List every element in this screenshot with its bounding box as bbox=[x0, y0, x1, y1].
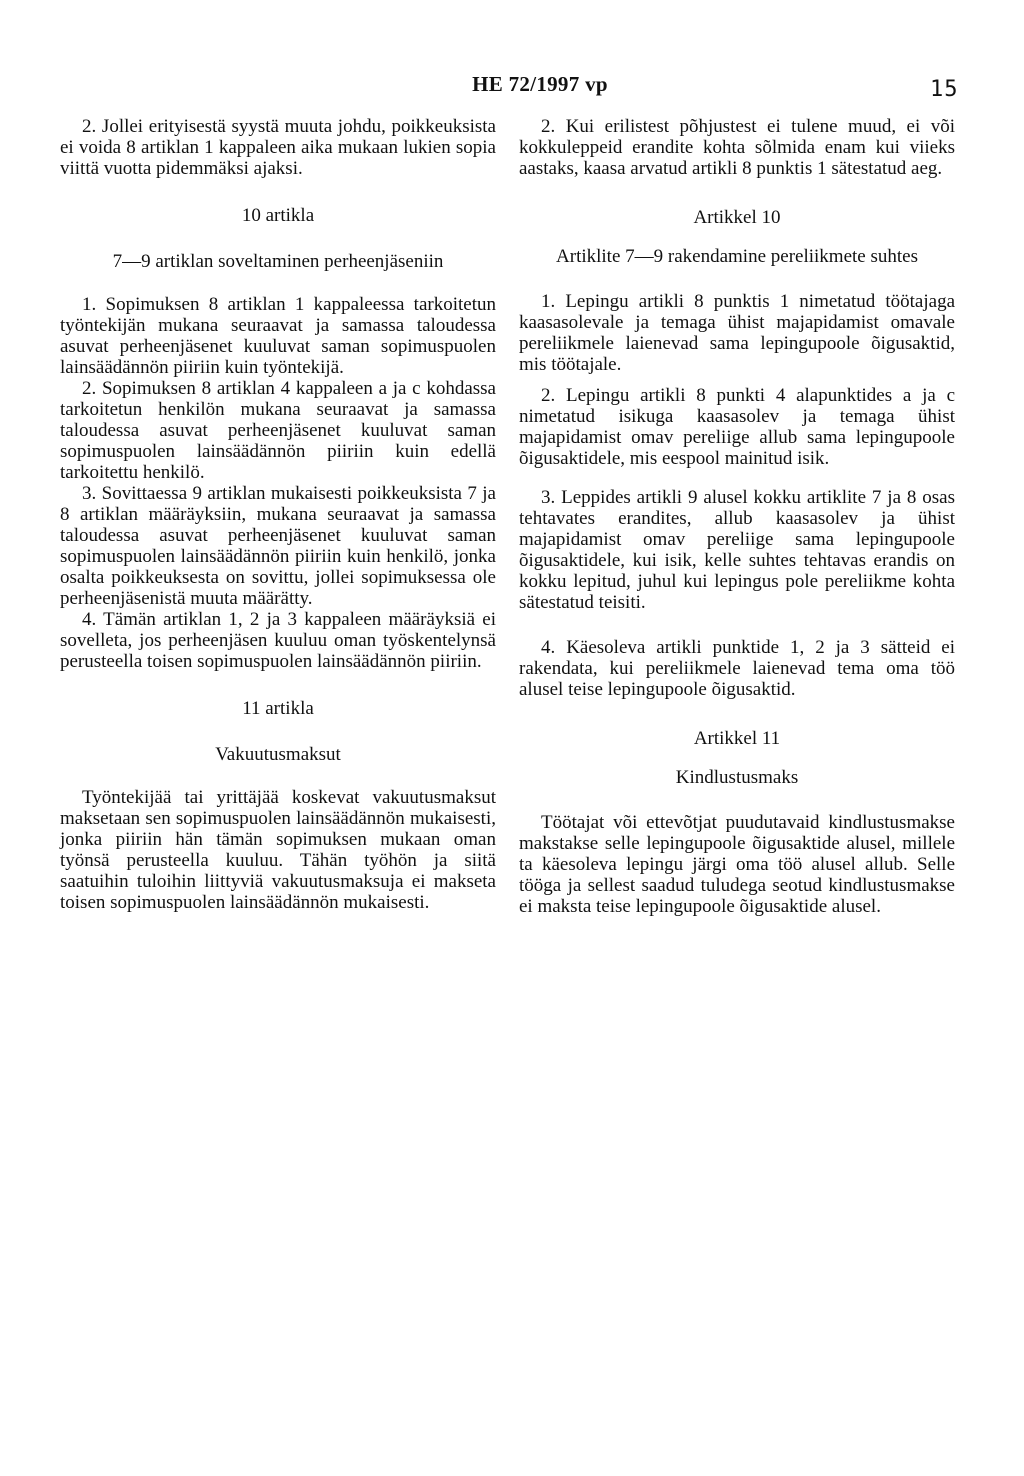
article-11-paragraph: Töötajat või ettevõtjat puudutavaid kindlustusmakse makstakse selle lepingupoole õigusaktide alusel, millele ta käesoleva lepingu järgi oma töö alusel allub. Selle tööga ja sellest saadud tuludega seotud kindlustusmakse ei maksta teise lepingupoole õigusaktide alusel. bbox=[519, 812, 955, 917]
article-11-number: 11 artikla bbox=[242, 698, 314, 719]
intro-paragraph: 2. Jollei erityisestä syystä muuta johdu, poikkeuksista ei voida 8 artiklan 1 kappaleen aika mukaan lukien sopia viittä vuotta pidemmäksi ajaksi. bbox=[60, 116, 496, 179]
article-10-title: Artiklite 7—9 rakendamine pereliikmete suhtes bbox=[556, 246, 918, 267]
article-10-paragraph-2: 2. Lepingu artikli 8 punkti 4 alapunktides a ja c nimetatud isikuga kaasasolev ja temaga ühist majapidamist omav pereliige allub sama lepingupoole õigusaktidele, mis eespool mainitud isik. bbox=[519, 385, 955, 469]
article-10-number: Artikkel 10 bbox=[693, 207, 781, 228]
page-number: 15 bbox=[930, 77, 959, 102]
article-10-paragraph-3: 3. Leppides artikli 9 alusel kokku artiklite 7 ja 8 osas tehtavates erandites, allub kaasasolev ja ühist majapidamist omav pereliige sama lepingupoole õigusaktidele, kui isik, kelle suhtes tehtavas erandis on kokku lepitud, juhul kui lepingus pole pereliikme kohta sätestatud teisiti. bbox=[519, 487, 955, 613]
finnish-column bbox=[60, 116, 496, 913]
article-10-paragraph-3: 3. Sovittaessa 9 artiklan mukaisesti poikkeuksista 7 ja 8 artiklan määräyksiin, mukana seuraavat ja samassa taloudessa asuvat perheenjäsenet kuuluvat saman sopimuspuolen lainsäädännön piiriin kuin henkilö, jonka osalta poikkeuksesta on sovittu, jollei sopimuksessa ole perheenjäsenistä muuta määrätty. bbox=[60, 483, 496, 609]
intro-paragraph: 2. Kui erilistest põhjustest ei tulene muud, ei või kokkuleppeid erandite kohta sõlmida enam kui viieks aastaks, kaasa arvatud artikli 8 punktis 1 sätestatud aeg. bbox=[519, 116, 955, 179]
article-10-paragraph-1: 1. Lepingu artikli 8 punktis 1 nimetatud töötajaga kaasasolevale ja temaga ühist majapidamist omavale pereliikmele laienevad sama lepingupoole õigusaktid, mis töötajale. bbox=[519, 291, 955, 375]
article-10-title: 7—9 artiklan soveltaminen perheenjäseniin bbox=[112, 251, 444, 272]
document-id: HE 72/1997 vp bbox=[472, 72, 608, 96]
article-10-paragraph-1: 1. Sopimuksen 8 artiklan 1 kappaleessa tarkoitetun työntekijän mukana seuraavat ja samassa taloudessa asuvat perheenjäsenet kuuluvat saman sopimuspuolen lainsäädännön piiriin kuin työntekijä. bbox=[60, 294, 496, 378]
article-11-title: Kindlustusmaks bbox=[675, 767, 799, 788]
article-10-number: 10 artikla bbox=[241, 205, 315, 226]
article-10-paragraph-2: 2. Sopimuksen 8 artiklan 4 kappaleen a ja c kohdassa tarkoitetun henkilön mukana seuraavat ja samassa taloudessa asuvat perheenjäsenet kuuluvat saman sopimuspuolen lainsäädännön piiriin kuin edellä tarkoitettu henkilö. bbox=[60, 378, 496, 483]
article-10-paragraph-4: 4. Tämän artiklan 1, 2 ja 3 kappaleen määräyksiä ei sovelleta, jos perheenjäsen kuuluu oman työskentelynsä perusteella toisen sopimuspuolen lainsäädännön piiriin. bbox=[60, 609, 496, 672]
article-11-number: Artikkel 11 bbox=[693, 728, 781, 749]
article-11-paragraph: Työntekijää tai yrittäjää koskevat vakuutusmaksut maksetaan sen sopimuspuolen lainsäädännön mukaisesti, jonka piiriin hän tämän sopimuksen mukaan oman työnsä perusteella kuuluu. Tähän työhön ja siitä saatuihin tuloihin liittyviä vakuutusmaksuja ei makseta toisen sopimuspuolen lainsäädännön mukaisesti. bbox=[60, 787, 496, 913]
article-10-paragraph-4: 4. Käesoleva artikli punktide 1, 2 ja 3 sätteid ei rakendata, kui pereliikmele laienevad tema oma töö alusel teise lepingupoole õigusaktid. bbox=[519, 637, 955, 700]
article-11-title: Vakuutusmaksut bbox=[215, 744, 341, 765]
page-header bbox=[0, 72, 1024, 104]
estonian-column bbox=[519, 116, 955, 917]
